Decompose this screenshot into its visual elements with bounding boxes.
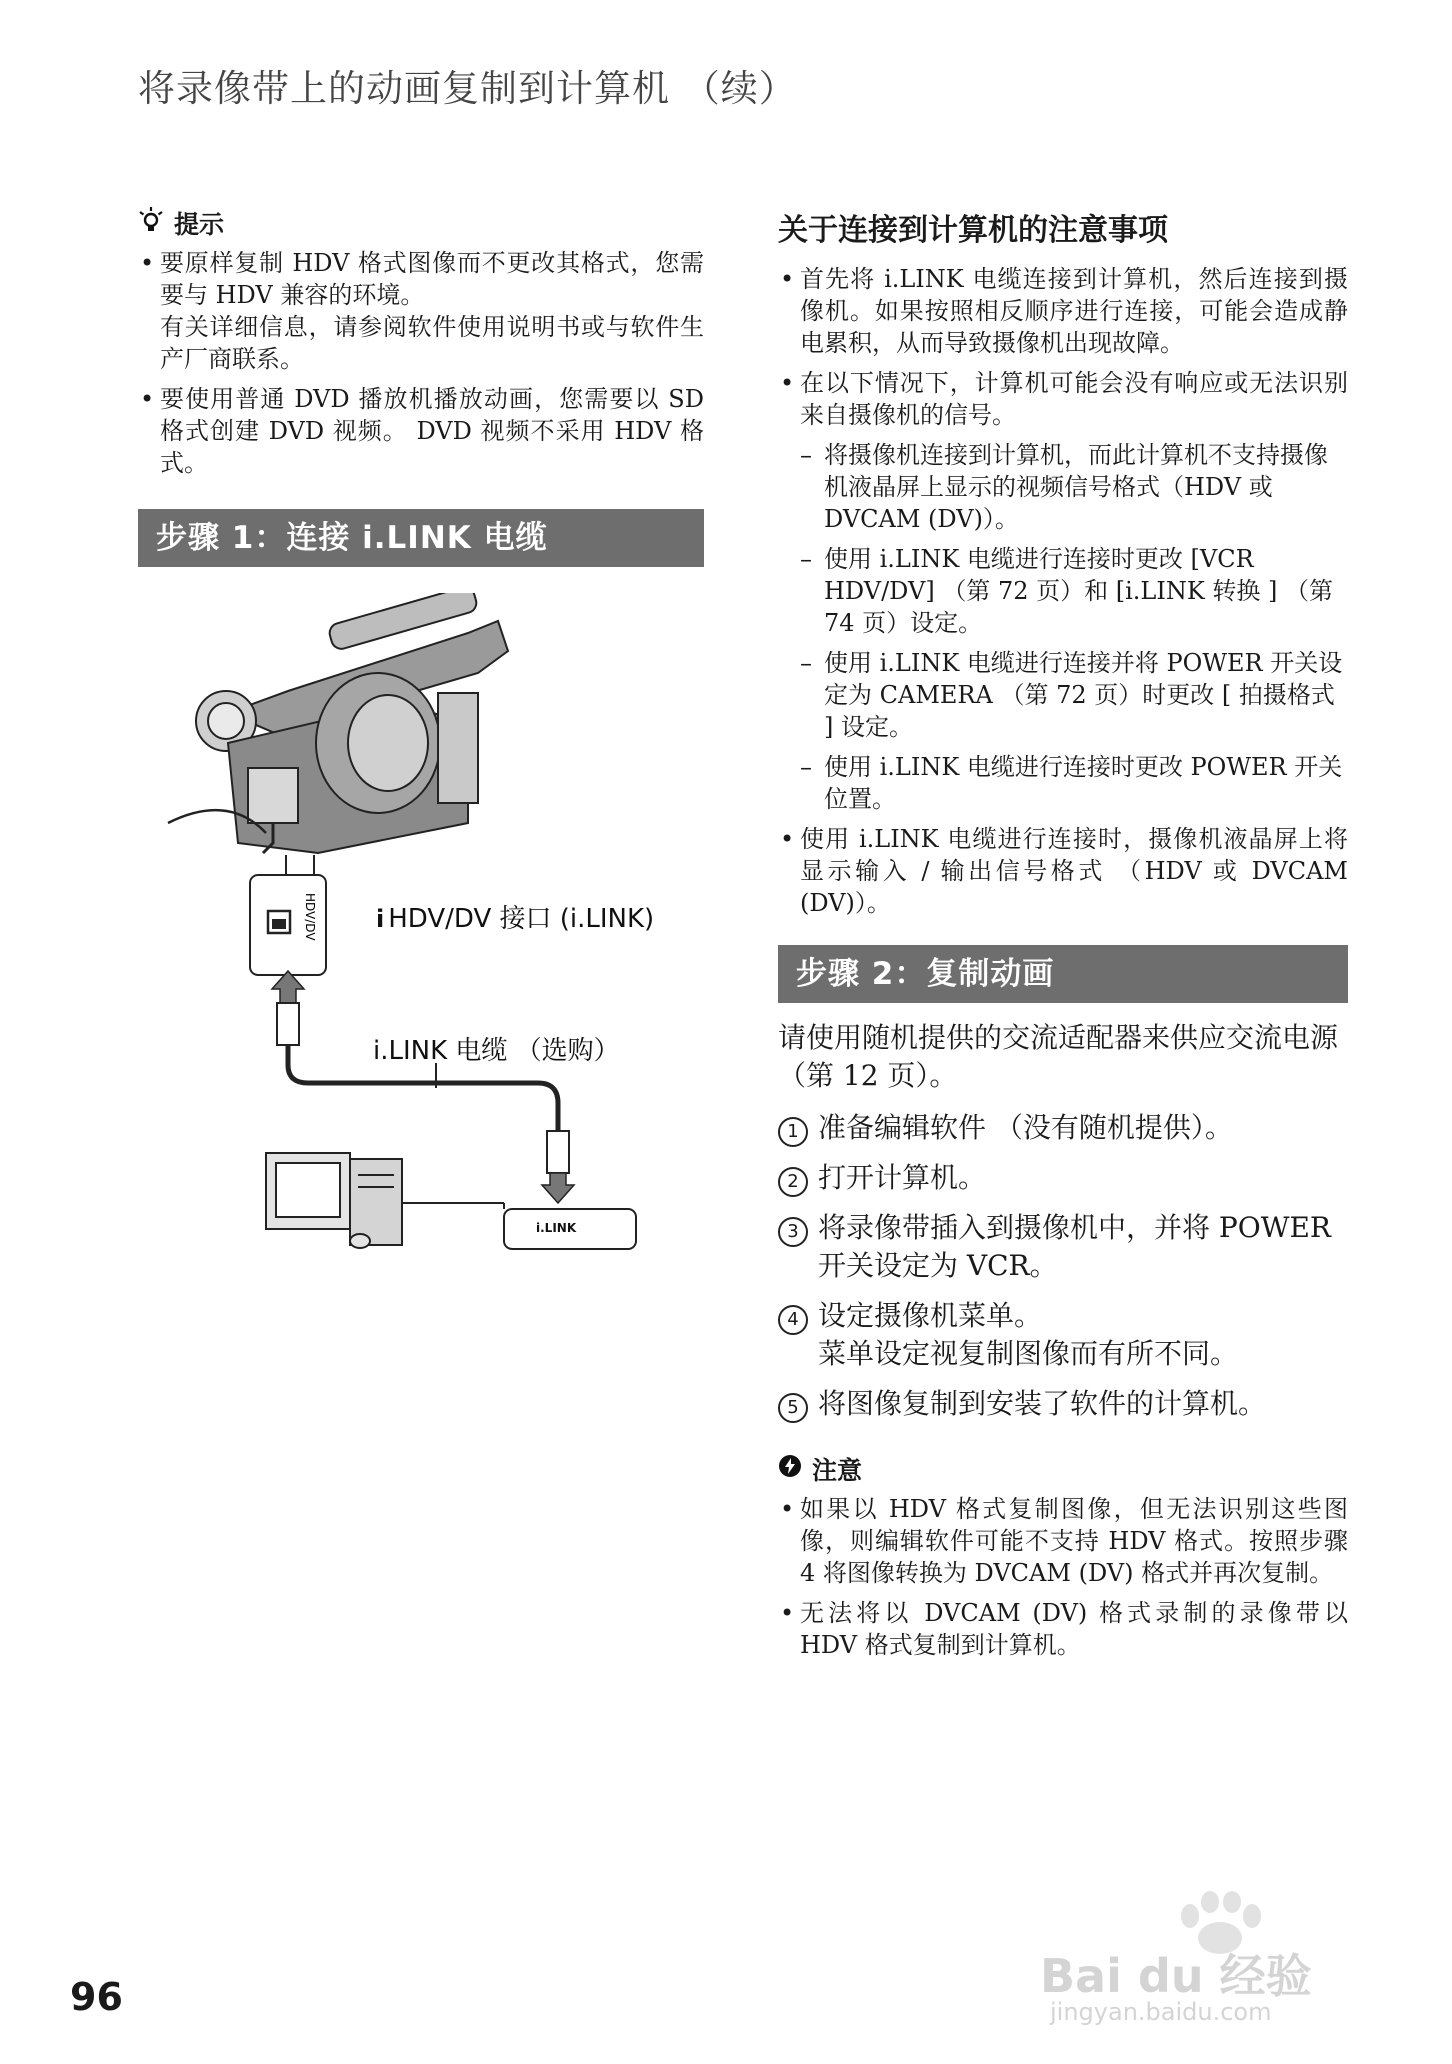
left-column	[138, 205, 704, 1253]
tips-heading-label: 提示	[174, 210, 225, 239]
step1-title: 步骤 1：连接 i.LINK 电缆	[138, 509, 704, 567]
precautions-list-2	[778, 823, 1348, 919]
step2-item-3	[778, 1209, 1348, 1285]
step2-item-4	[778, 1297, 1348, 1373]
step-number-4: 4	[778, 1305, 808, 1335]
precautions-list	[778, 263, 1348, 431]
step-number-3: 3	[778, 1217, 808, 1247]
step2-item-3-text: 将录像带插入到摄像机中，并将 POWER 开关设定为 VCR。	[818, 1211, 1331, 1282]
camcorder-illustration	[196, 593, 508, 853]
notes-heading-label: 注意	[812, 1456, 863, 1485]
cable-label: i.LINK 电缆 （选购）	[373, 1036, 620, 1066]
computer-illustration	[138, 1153, 504, 1248]
step-number-5: 5	[778, 1393, 808, 1423]
note-item-2: • 无法将以 DVCAM (DV) 格式录制的录像带以 HDV 格式复制到计算机。	[778, 1597, 1348, 1661]
step2-steps	[778, 1109, 1348, 1423]
tip-1-line-1: • 要原样复制 HDV 格式图像而不更改其格式，您需要与 HDV 兼容的环境。	[160, 249, 704, 309]
lightbulb-icon	[138, 206, 164, 240]
hdv-port-label: HDV/DV 接口 (i.LINK)	[388, 904, 655, 934]
tips-heading	[138, 205, 704, 241]
tip-item-2	[138, 383, 704, 479]
precaution-sub-item-3: – 使用 i.LINK 电缆进行连接并将 POWER 开关设定为 CAMERA （第 72 页）时更改 [ 拍摄格式 ] 设定。	[778, 647, 1348, 743]
tip-1-line-2: 有关详细信息，请参阅软件使用说明书或与软件生产厂商联系。	[160, 313, 704, 373]
note-item-1: • 如果以 HDV 格式复制图像，但无法识别这些图像，则编辑软件可能不支持 HDV 格式。按照步骤 4 将图像转换为 DVCAM (DV) 格式并再次复制。	[778, 1493, 1348, 1589]
precaution-item-2	[778, 367, 1348, 431]
step2-item-2	[778, 1159, 1348, 1197]
step-number-1: 1	[778, 1117, 808, 1147]
precaution-item-1: • 首先将 i.LINK 电缆连接到计算机，然后连接到摄像机。如果按照相反顺序进行连接，可能会造成静电累积，从而导致摄像机出现故障。	[778, 263, 1348, 359]
precautions-title: 关于连接到计算机的注意事项	[778, 213, 1168, 248]
watermark-brand: Bai du 经验	[1040, 1949, 1312, 2003]
camera-port-text: HDV/DV	[303, 893, 317, 941]
tips-list	[138, 247, 704, 479]
page-title: 将录像带上的动画复制到计算机 （续）	[138, 67, 797, 110]
precaution-sub-item-1: – 将摄像机连接到计算机，而此计算机不支持摄像机液晶屏上显示的视频信号格式（HDV 或 DVCAM (DV)）。	[778, 439, 1348, 535]
notes-heading	[778, 1451, 1348, 1487]
connection-diagram	[138, 593, 704, 1253]
precaution-item-3: • 使用 i.LINK 电缆进行连接时，摄像机液晶屏上将显示输入 / 输出信号格式 （HDV 或 DVCAM (DV)）。	[778, 823, 1348, 919]
precaution-item-2-text: • 在以下情况下，计算机可能会没有响应或无法识别来自摄像机的信号。	[800, 369, 1348, 429]
step-number-2: 2	[778, 1167, 808, 1197]
step2-item-1-text: 准备编辑软件 （没有随机提供）。	[818, 1111, 1233, 1144]
baidu-watermark	[1040, 1890, 1400, 2030]
notes-list	[778, 1493, 1348, 1661]
watermark-url: jingyan.baidu.com	[1050, 1998, 1272, 2026]
step2-item-4-text: 设定摄像机菜单。	[818, 1299, 1043, 1332]
page-number: 96	[70, 1975, 123, 2019]
step2-item-5	[778, 1385, 1348, 1423]
step2-item-1	[778, 1109, 1348, 1147]
tip-2-line-1: • 要使用普通 DVD 播放机播放动画，您需要以 SD 格式创建 DVD 视频。 DVD 视频不采用 HDV 格式。	[160, 385, 704, 477]
precaution-sub-list	[778, 439, 1348, 815]
precaution-sub-item-2: – 使用 i.LINK 电缆进行连接时更改 [VCR HDV/DV] （第 72 页）和 [i.LINK 转换 ] （第 74 页）设定。	[778, 543, 1348, 639]
hdv-port-label-group	[376, 898, 654, 935]
step2-title: 步骤 2：复制动画	[778, 945, 1348, 1003]
ilink-icon: i	[376, 905, 385, 933]
step2-item-2-text: 打开计算机。	[818, 1161, 987, 1194]
precaution-sub-item-4: – 使用 i.LINK 电缆进行连接时更改 POWER 开关位置。	[778, 751, 1348, 815]
step2-item-4-subtext: 菜单设定视复制图像而有所不同。	[818, 1337, 1239, 1370]
right-column	[778, 205, 1348, 1669]
computer-port-text: i.LINK	[536, 1221, 577, 1235]
caution-icon	[778, 1454, 802, 1484]
step2-intro: 请使用随机提供的交流适配器来供应交流电源 （第 12 页）。	[778, 1021, 1339, 1092]
step2-item-5-text: 将图像复制到安装了软件的计算机。	[818, 1387, 1267, 1420]
tip-item-1	[138, 247, 704, 375]
